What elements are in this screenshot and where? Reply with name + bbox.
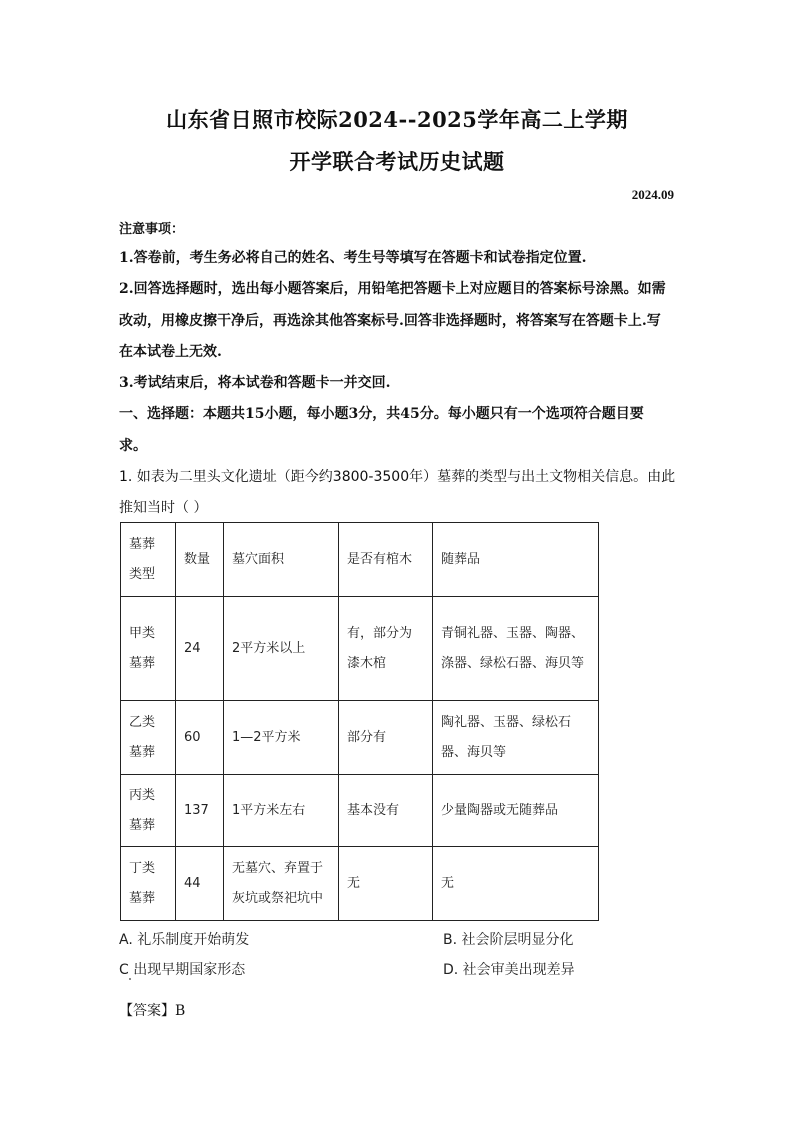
section-heading-line1: 一、选择题：本题共15小题，每小题3分，共45分。每小题只有一个选项符合题目要 — [119, 406, 644, 422]
table-cell: 部分有 — [339, 701, 433, 775]
table-cell: 2平方米以上 — [224, 597, 339, 701]
table-cell: 1—2平方米 — [224, 701, 339, 775]
option-d: D. 社会审美出现差异 — [443, 962, 575, 978]
table-cell: 无 — [339, 847, 433, 921]
notice-item-2-line3: 在本试卷上无效. — [119, 344, 222, 360]
notice-item-2-line1: 2.回答选择题时，选出每小题答案后，用铅笔把答题卡上对应题目的答案标号涂黑。如需 — [119, 281, 666, 297]
notice-item-2-line2: 改动，用橡皮擦干净后，再选涂其他答案标号.回答非选择题时，将答案写在答题卡上.写 — [119, 313, 661, 329]
table-cell: 60 — [176, 701, 224, 775]
table-row — [121, 701, 599, 775]
question-1-stem-line2: 推知当时（ ） — [119, 500, 208, 516]
exam-date: 2024.09 — [631, 187, 674, 202]
table-row — [121, 597, 599, 701]
option-b: B. 社会阶层明显分化 — [443, 932, 574, 948]
exam-title-line1: 山东省日照市校际2024--2025学年高二上学期 — [166, 107, 628, 132]
option-a: A. 礼乐制度开始萌发 — [119, 932, 250, 948]
table-cell: 丙类墓葬 — [121, 775, 176, 847]
table-header-cell: 随葬品 — [433, 523, 599, 597]
table-cell: 无 — [433, 847, 599, 921]
notice-item-3: 3.考试结束后，将本试卷和答题卡一并交回. — [119, 375, 391, 391]
table-cell: 基本没有 — [339, 775, 433, 847]
table-cell: 有，部分为漆木棺 — [339, 597, 433, 701]
table-cell: 青铜礼器、玉器、陶器、涤器、绿松石器、海贝等 — [433, 597, 599, 701]
notice-item-1: 1.答卷前，考生务必将自己的姓名、考生号等填写在答题卡和试卷指定位置. — [119, 250, 587, 266]
table-cell: 44 — [176, 847, 224, 921]
table-cell: 1平方米左右 — [224, 775, 339, 847]
table-header-cell: 墓葬类型 — [121, 523, 176, 597]
table-cell: 24 — [176, 597, 224, 701]
table-header-cell: 数量 — [176, 523, 224, 597]
stray-dot-mark — [129, 978, 131, 980]
table-header-cell: 墓穴面积 — [224, 523, 339, 597]
answer-label: 【答案】B — [119, 1003, 186, 1019]
table-row — [121, 847, 599, 921]
table-cell: 乙类墓葬 — [121, 701, 176, 775]
table-cell: 无墓穴、弃置于灰坑或祭祀坑中 — [224, 847, 339, 921]
table-header-cell: 是否有棺木 — [339, 523, 433, 597]
option-c: C 出现早期国家形态 — [119, 962, 246, 978]
exam-title-line2: 开学联合考试历史试题 — [289, 149, 505, 174]
table-row — [121, 775, 599, 847]
table-cell: 丁类墓葬 — [121, 847, 176, 921]
section-heading-line2: 求。 — [119, 438, 147, 454]
table-header-row — [121, 523, 599, 597]
table-cell: 137 — [176, 775, 224, 847]
table-cell: 陶礼器、玉器、绿松石器、海贝等 — [433, 701, 599, 775]
tomb-data-table — [120, 522, 599, 921]
notice-heading: 注意事项： — [119, 222, 185, 237]
question-1-stem-line1: 1. 如表为二里头文化遗址（距今约3800-3500年）墓葬的类型与出土文物相关信息。由此 — [119, 469, 676, 485]
table-cell: 少量陶器或无随葬品 — [433, 775, 599, 847]
table-cell: 甲类墓葬 — [121, 597, 176, 701]
